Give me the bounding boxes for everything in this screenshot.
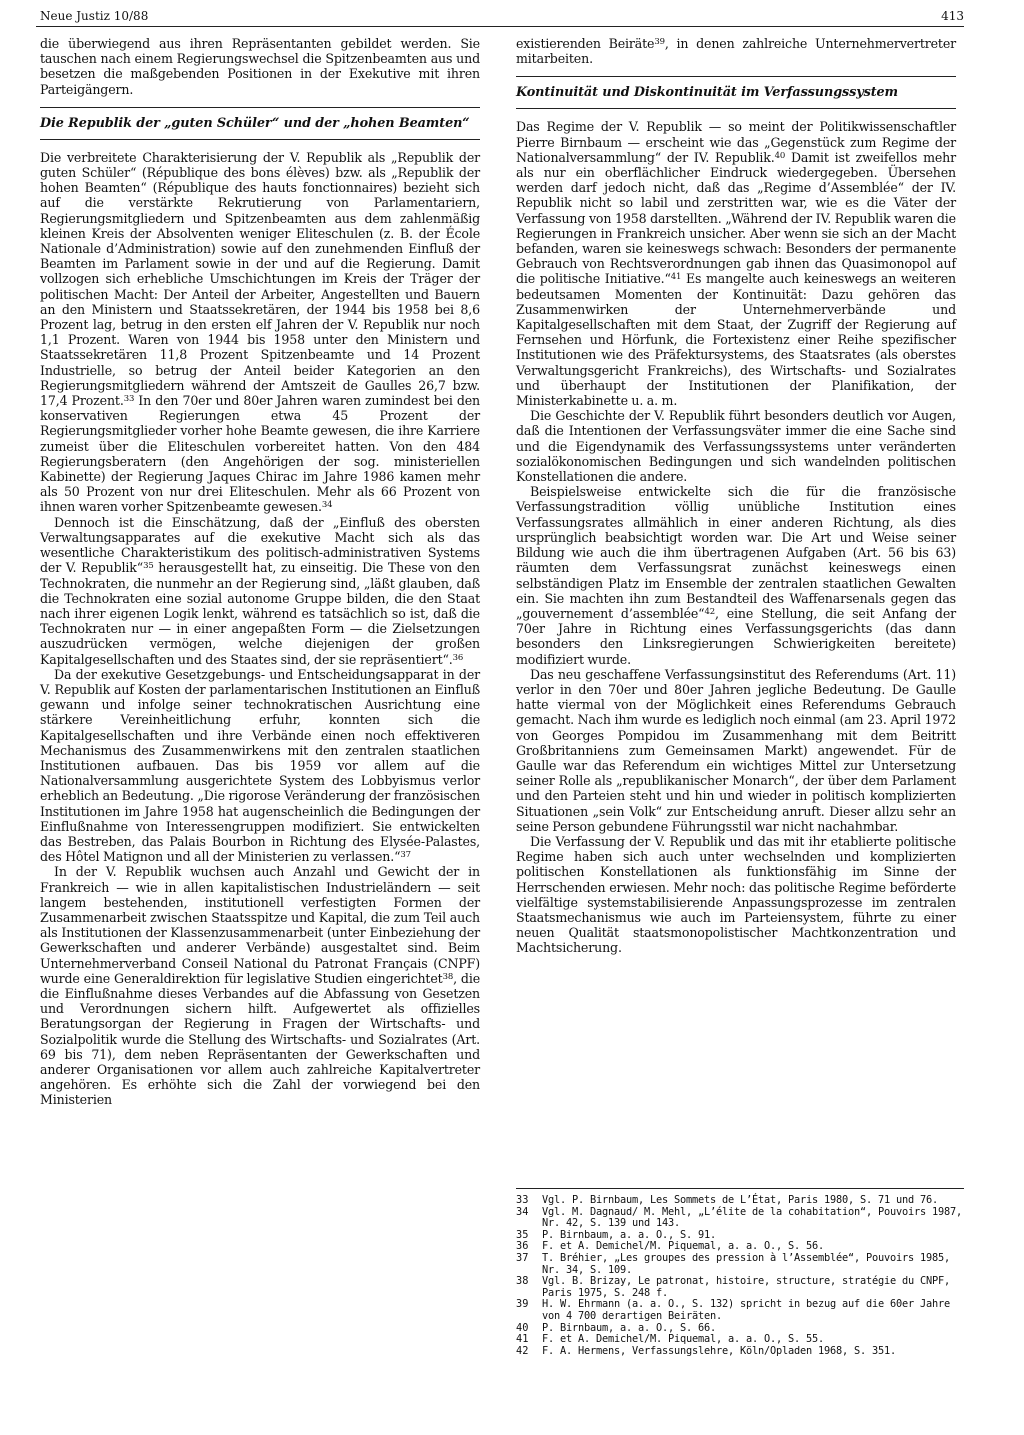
footnote-ref: 34 [321, 500, 333, 511]
text-run: herausgestellt hat, zu einseitig. Die These von den Technokraten, die nunmehr an der Regierung sind, „läßt glauben, daß die Technokraten eine sozial autonome Gruppe bilden, die den Staat nach ihrer eigenen Logik lenkt, während es tatsächlich so ist, daß die Technokraten nur — in einer angepaßten Form — die Zielsetzungen auszudrücken vermögen, welche diejenigen der großen Kapitalgesellschaften und des Staates sind, der sie repräsentiert“. [40, 560, 481, 667]
footnote [516, 1334, 966, 1346]
footnote-number: 42 [516, 1344, 529, 1357]
footnote-ref: 33 [123, 394, 135, 405]
footnote-number: 36 [516, 1240, 529, 1253]
text-run: existierenden Beiräte [516, 36, 655, 51]
section-divider [516, 108, 956, 109]
footnote-text: T. Bréhier, „Les groupes des pression à l’Assemblée“, Pouvoirs 1985, Nr. 34, S. 109. [542, 1251, 950, 1276]
body-paragraph: Das neu geschaffene Verfassungsinstitut des Referendums (Art. 11) verlor in den 70er und 80er Jahren jegliche Bedeutung. De Gaulle hatte viermal von der Möglichkeit eines Referendums Gebrauch gemacht. Nach ihm wurde es lediglich noch einmal (am 23. April 1972 von Georges Pompidou im Zusammenhang mit dem Beitritt Großbritanniens zum Gemeinsamen Markt) angewendet. Für de Gaulle war das Referendum ein wichtiges Mittel zur Untersetzung seiner Rolle als „republikanischer Monarch“, der über dem Parlament und den Parteien steht und hin und wieder in politisch komplizierten Situationen „sein Volk“ zur Entscheidung anruft. Dieser allzu sehr an seine Person gebundene Führungsstil war nicht nachahmbar. [516, 666, 956, 834]
text-run: , eine Stellung, die seit Anfang der 70er Jahre in Richtung eines Verfassungsgerichts (das dann besonders den Linksregierungen Schwierigkeiten bereitete) modifiziert wurde. [516, 605, 956, 667]
footnote-ref: 36 [452, 652, 464, 663]
text-run: Damit ist zweifellos mehr als nur ein oberflächlicher Eindruck wiedergegeben. Übersehen werden darf jedoch nicht, daß das „Regime d’Assemblée“ der IV. Republik nicht so labil und zerstritten war, wie es die Väter der Verfassung von 1958 darstellten. „Während der IV. Republik waren die Regierungen in Frankreich unsicher. Aber wenn sie sich an der Macht befanden, waren sie keineswegs schwach: Besonders der permanente Gebrauch von Rechtsverordnungen gab ihnen das Quasimonopol auf die politische Initiative.“ [516, 149, 956, 287]
footnote [516, 1253, 966, 1276]
text-run: Die verbreitete Charakterisierung der V. Republik als „Republik der guten Schüler“ (République des bons élèves) bzw. als „Republik der hohen Beamten“ (République des hauts fonctionnaires) bezieht sich auf die verstärkte Rekrutierung von Parlamentariern, Regierungsmitgliedern und Spitzenbeamten aus dem zahlenmäßig kleinen Kreis der Absolventen weniger Eliteschulen (z. B. der École Nationale d’Administration) sowie auf den zunehmenden Einfluß der Beamten im Parlament sowie in der und auf die Regierung. Damit vollzogen sich erhebliche Umschichtungen im Kreis der Träger der politischen Macht: Der Anteil der Arbeiter, Angestellten und Bauern an den Ministern und Staatssekretären, der 1944 bis 1958 bei 8,6 Prozent lag, betrug in den ersten elf Jahren der V. Republik nur noch 1,1 Prozent. Waren von 1944 bis 1958 unter den Ministern und Staatssekretären 11,8 Prozent Spitzenbeamte und 14 Prozent Industrielle, so betrug der Anteil beider Kategorien an den Regierungsmitgliedern während der Amtszeit de Gaulles 26,7 bzw. 17,4 Prozent. [40, 149, 480, 409]
footnote-text: Vgl. M. Dagnaud/ M. Mehl, „L’élite de la cohabitation“, Pouvoirs 1987, Nr. 42, S. 139 und 143. [542, 1205, 962, 1230]
footnotes [516, 1188, 966, 1357]
footnote-ref: 38 [442, 971, 454, 982]
footnote-number: 41 [516, 1333, 529, 1346]
page-number: 413 [941, 9, 964, 23]
footnote-number: 40 [516, 1321, 529, 1334]
footnote-text: F. et A. Demichel/M. Piquemal, a. a. O., S. 55. [542, 1333, 824, 1346]
journal-issue: Neue Justiz 10/88 [40, 9, 149, 23]
text-run: Es mangelte auch keineswegs an weiteren bedeutsamen Momenten der Kontinuität: Dazu gehören das Zusammenwirken der Unternehmerverbände und Kapitalgesellschaften mit dem Staat, der Zugriff der Regierung auf Fernsehen und Hörfunk, die Fortexistenz einer Reihe spezifischer Institutionen wie des Präfektursystems, des Staatsrates (als oberstes Verwaltungsgericht Frankreichs), des Wirtschafts- und Sozialrates und überhaupt der Institutionen der Planifikation, der Ministerkabinette u. a. m. [516, 271, 956, 409]
section-divider [516, 76, 956, 77]
footnote-ref: 41 [670, 272, 682, 283]
text-run: Das Regime der V. Republik — so meint der Politikwissenschaftler Pierre Birnbaum — erscheint wie das „Gegenstück zum Regime der Nationalversammlung“ der IV. Republik. [516, 119, 956, 165]
body-paragraph [516, 484, 956, 666]
body-paragraph [40, 864, 480, 1107]
footnote-number: 37 [516, 1251, 529, 1264]
footnote-text: P. Birnbaum, a. a. O., S. 66. [542, 1321, 716, 1334]
footnote-text: H. W. Ehrmann (a. a. O., S. 132) spricht in bezug auf die 60er Jahre von 4 700 derartigen Beiräten. [542, 1298, 950, 1322]
footnote [516, 1195, 966, 1207]
footnote-text: Vgl. B. Brizay, Le patronat, histoire, structure, stratégie du CNPF, Paris 1975, S. 248 f. [542, 1275, 950, 1299]
footnote-ref: 42 [704, 606, 715, 617]
intro-paragraph [516, 36, 956, 66]
body-paragraph [516, 119, 956, 408]
section-divider [40, 107, 480, 108]
body-paragraph [40, 515, 480, 667]
left-column [40, 36, 480, 1108]
running-header [36, 6, 964, 27]
footnote-text: Vgl. P. Birnbaum, Les Sommets de L’État, Paris 1980, S. 71 und 76. [542, 1194, 938, 1206]
footnote-ref: 37 [400, 850, 411, 861]
text-run: In der V. Republik wuchsen auch Anzahl und Gewicht der in Frankreich — wie in allen kapitalistischen Industrieländern — seit langem bestehenden, institutionell verfestigten Formen der Zusammenarbeit zwischen Staatsspitze und Kapital, die zum Teil auch als Institutionen der Klassenzusammenarbeit (unter Einbeziehung der Gewerkschaften und anderer Verbände) ausgestaltet sind. Beim Unternehmerverband Conseil National du Patronat Français (CNPF) wurde eine Generaldirektion für legislative Studien eingerichtet [40, 864, 480, 986]
text-run: , die die Einflußnahme dieses Verbandes auf die Abfassung von Gesetzen und Verordnungen sichern hilft. Aufgewertet als offizielles Beratungsorgan der Regierung in Fragen der Wirtschafts- und Sozialpolitik wurde die Stellung des Wirtschafts- und Sozialrates (Art. 69 bis 71), dem neben Repräsentanten der Gewerkschaften und anderer Organisationen vor allem auch zahlreiche Kapitalvertreter angehören. Es erhöhte sich die Zahl der vorwiegend bei den Ministerien [40, 970, 481, 1108]
text-run: In den 70er und 80er Jahren waren zumindest bei den konservativen Regierungen etwa 45 Prozent der Regierungsmitglieder vorher hohe Beamte gewesen, die ihre Karriere zumeist über die Eliteschulen vorbereitet hatten. Von den 484 Regierungsberatern (den Angehörigen der sog. ministeriellen Kabinette) der Regierung Jaques Chirac im Jahre 1986 kamen mehr als 50 Prozent von nur drei Eliteschulen. Mehr als 66 Prozent von ihnen waren vorher Spitzenbeamte gewesen. [40, 393, 480, 515]
section-divider [40, 139, 480, 140]
footnote-number: 34 [516, 1205, 529, 1218]
footnote-number: 33 [516, 1194, 529, 1206]
body-paragraph: Die Verfassung der V. Republik und das mit ihr etablierte politische Regime haben sich auch unter wechselnden und komplizierten politischen Konstellationen als funktionsfähig im Sinne der Herrschenden erwiesen. Mehr noch: das politische Regime beförderte vielfältige systemstabilisierende Anpassungsprozesse im zentralen Staatsmechanismus wie auch im Parteiensystem, führte zu einer neuen Qualität staatsmonopolistischer Machtkonzentration und Machtsicherung. [516, 833, 956, 956]
footnote-number: 35 [516, 1228, 529, 1241]
footnote-text: F. et A. Demichel/M. Piquemal, a. a. O., S. 56. [542, 1240, 824, 1253]
section-heading: Kontinuität und Diskontinuität im Verfassungssystem [516, 85, 898, 101]
footnote-ref: 40 [774, 150, 786, 161]
footnote-text: F. A. Hermens, Verfassungslehre, Köln/Opladen 1968, S. 351. [542, 1344, 896, 1357]
body-paragraph [40, 667, 480, 865]
text-run: Da der exekutive Gesetzgebungs- und Entscheidungsapparat in der V. Republik auf Kosten der parlamentarischen Institutionen an Einfluß gewann und infolge seiner technokratischen Ausrichtung eine stärkere Vereinheitlichung erfuhr, konnten sich die Kapitalgesellschaften und ihre Verbände einen noch effektiveren Mechanismus des Zusammenwirkens mit den zentralen staatlichen Institutionen aufbauen. Das bis 1959 vor allem auf die Nationalversammlung ausgerichtete System des Lobbyismus verlor erheblich an Bedeutung. „Die rigorose Veränderung der französischen Institutionen im Jahre 1958 hat augenscheinlich die Bedingungen der Einflußnahme von Interessengruppen modifiziert. Sie entwickelten das Bestreben, das Palais Bourbon in Richtung des Elysée-Palastes, des Hôtel Matignon und all der Ministerien zu verlassen.“ [40, 666, 480, 865]
body-paragraph [40, 150, 480, 515]
footnote-text: P. Birnbaum, a. a. O., S. 91. [542, 1228, 716, 1241]
footnote-ref: 35 [143, 561, 154, 572]
right-column [516, 36, 956, 956]
text-run: , in denen zahlreiche Unternehmervertreter mitarbeiten. [516, 36, 957, 67]
text-run: Beispielsweise entwickelte sich die für die französische Verfassungstradition völlig unübliche Institution eines Verfassungsrates allmählich in einer anderen Richtung, als dies ursprünglich beabsichtigt worden war. Die Art und Weise seiner Bildung wie auch die ihm übertragenen Aufgaben (Art. 56 bis 63) räumten dem Verfassungsrat zunächst keineswegs einen selbständigen Platz im Ensemble der zentralen staatlichen Gewalten ein. Sie machten ihn zum Bestandteil des Waffenarsenals gegen das „gouvernement d’assemblée“ [516, 484, 956, 621]
body-paragraph: Die Geschichte der V. Republik führt besonders deutlich vor Augen, daß die Intentionen der Verfassungsväter immer die eine Sache sind und die Eigendynamik des Verfassungssystems unter veränderten sozialökonomischen Bedingungen und sich wandelnden politischen Konstellationen die andere. [516, 408, 956, 485]
footnote-number: 38 [516, 1275, 529, 1288]
intro-paragraph: die überwiegend aus ihren Repräsentanten gebildet werden. Sie tauschen nach einem Regierungswechsel die Spitzenbeamten aus und besetzen die maßgebenden Positionen in der Exekutive mit ihren Parteigängern. [40, 36, 480, 97]
footnote [516, 1299, 966, 1322]
footnote [516, 1276, 966, 1299]
footnote [516, 1346, 966, 1358]
section-heading: Die Republik der „guten Schüler“ und der „hohen Beamten“ [40, 115, 470, 131]
footnote-number: 39 [516, 1298, 529, 1311]
footnote [516, 1207, 966, 1230]
footnote-ref: 39 [654, 37, 665, 47]
footnote-divider [516, 1188, 964, 1189]
text-run: Dennoch ist die Einschätzung, daß der „Einfluß des obersten Verwaltungsapparates auf die exekutive Macht sich als das wesentliche Charakteristikum des politisch-administrativen Systems der V. Republik“ [40, 514, 480, 576]
